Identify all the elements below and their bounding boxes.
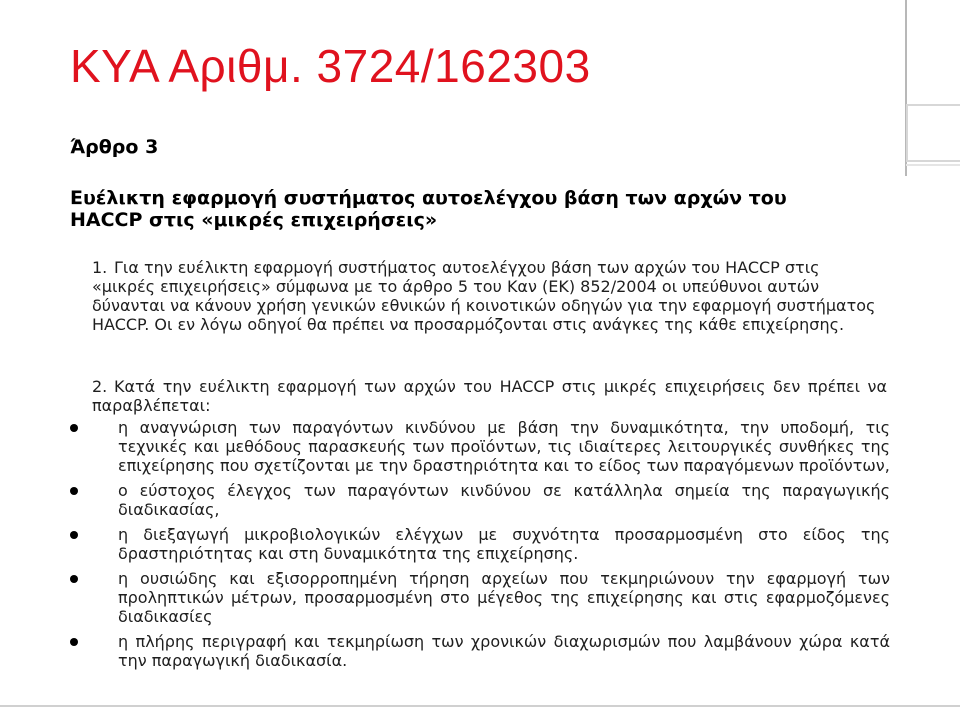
section-heading: Ευέλικτη εφαρμογή συστήματος αυτοελέγχου βάση των αρχών του HACCP στις «μικρές επιχειρήσεις»: [70, 187, 787, 231]
list-item: η ουσιώδης και εξισορροπημένη τήρηση αρχείων που τεκμηριώνουν την εφαρμογή των προληπτικών μέτρων, προσαρμοσμένη στο μέγεθος της επιχείρησης και στις εφαρμοζόμενες διαδικασίες: [70, 569, 890, 626]
paragraph-1: [92, 258, 884, 334]
decorative-frame: [906, 104, 960, 162]
requirements-list: [70, 418, 890, 676]
bullet-icon: [70, 638, 78, 646]
list-item: ο εύστοχος έλεγχος των παραγόντων κινδύνου σε κατάλληλα σημεία της παραγωγικής διαδικασίας,: [70, 481, 890, 519]
paragraph-2-number: 2.: [92, 377, 108, 396]
slide-title: ΚΥΑ Αριθμ. 3724/162303: [70, 40, 591, 92]
paragraph-1-text: Για την ευέλικτη εφαρμογή συστήματος αυτοελέγχου βάση των αρχών του HACCP στις «μικρές επιχειρήσεις» σύμφωνα με το άρθρο 5 του Καν (ΕΚ) 852/2004 οι υπεύθυνοι αυτών δύνανται να κάνουν χρήση γενικών εθνικών ή κοινοτικών οδηγών για την εφαρμογή συστήματος HACCP. Οι εν λόγω οδηγοί θα πρέπει να προσαρμόζονται στις ανάγκες της κάθε επιχείρησης.: [92, 258, 876, 334]
decorative-frame-lower: [906, 164, 960, 174]
paragraph-2-text: Κατά την ευέλικτη εφαρμογή των αρχών του HACCP στις μικρές επιχειρήσεις δεν πρέπει να παραβλέπεται:: [92, 377, 887, 415]
bullet-icon: [70, 575, 78, 583]
paragraph-1-number: 1.: [92, 258, 108, 277]
paragraph-2: [92, 377, 887, 415]
bullet-icon: [70, 424, 78, 432]
list-item: η αναγνώριση των παραγόντων κινδύνου με βάση την δυναμικότητα, την υποδομή, τις τεχνικές και μεθόδους παρασκευής των προϊόντων, τις ιδιαίτερες λειτουργικές συνθήκες της επιχείρησης που σχετίζονται με την δραστηριότητα και το είδος των παραγόμενων προϊόντων,: [70, 418, 890, 475]
bullet-icon: [70, 531, 78, 539]
bullet-icon: [70, 487, 78, 495]
list-item: η διεξαγωγή μικροβιολογικών ελέγχων με συχνότητα προσαρμοσμένη στο είδος της δραστηριότητας και στη δυναμικότητα της επιχείρησης.: [70, 525, 890, 563]
article-heading: Άρθρο 3: [70, 136, 159, 158]
decorative-bottom-line: [0, 705, 960, 707]
list-item: η πλήρης περιγραφή και τεκμηρίωση των χρονικών διαχωρισμών που λαμβάνουν χώρα κατά την παραγωγική διαδικασία.: [70, 632, 890, 670]
